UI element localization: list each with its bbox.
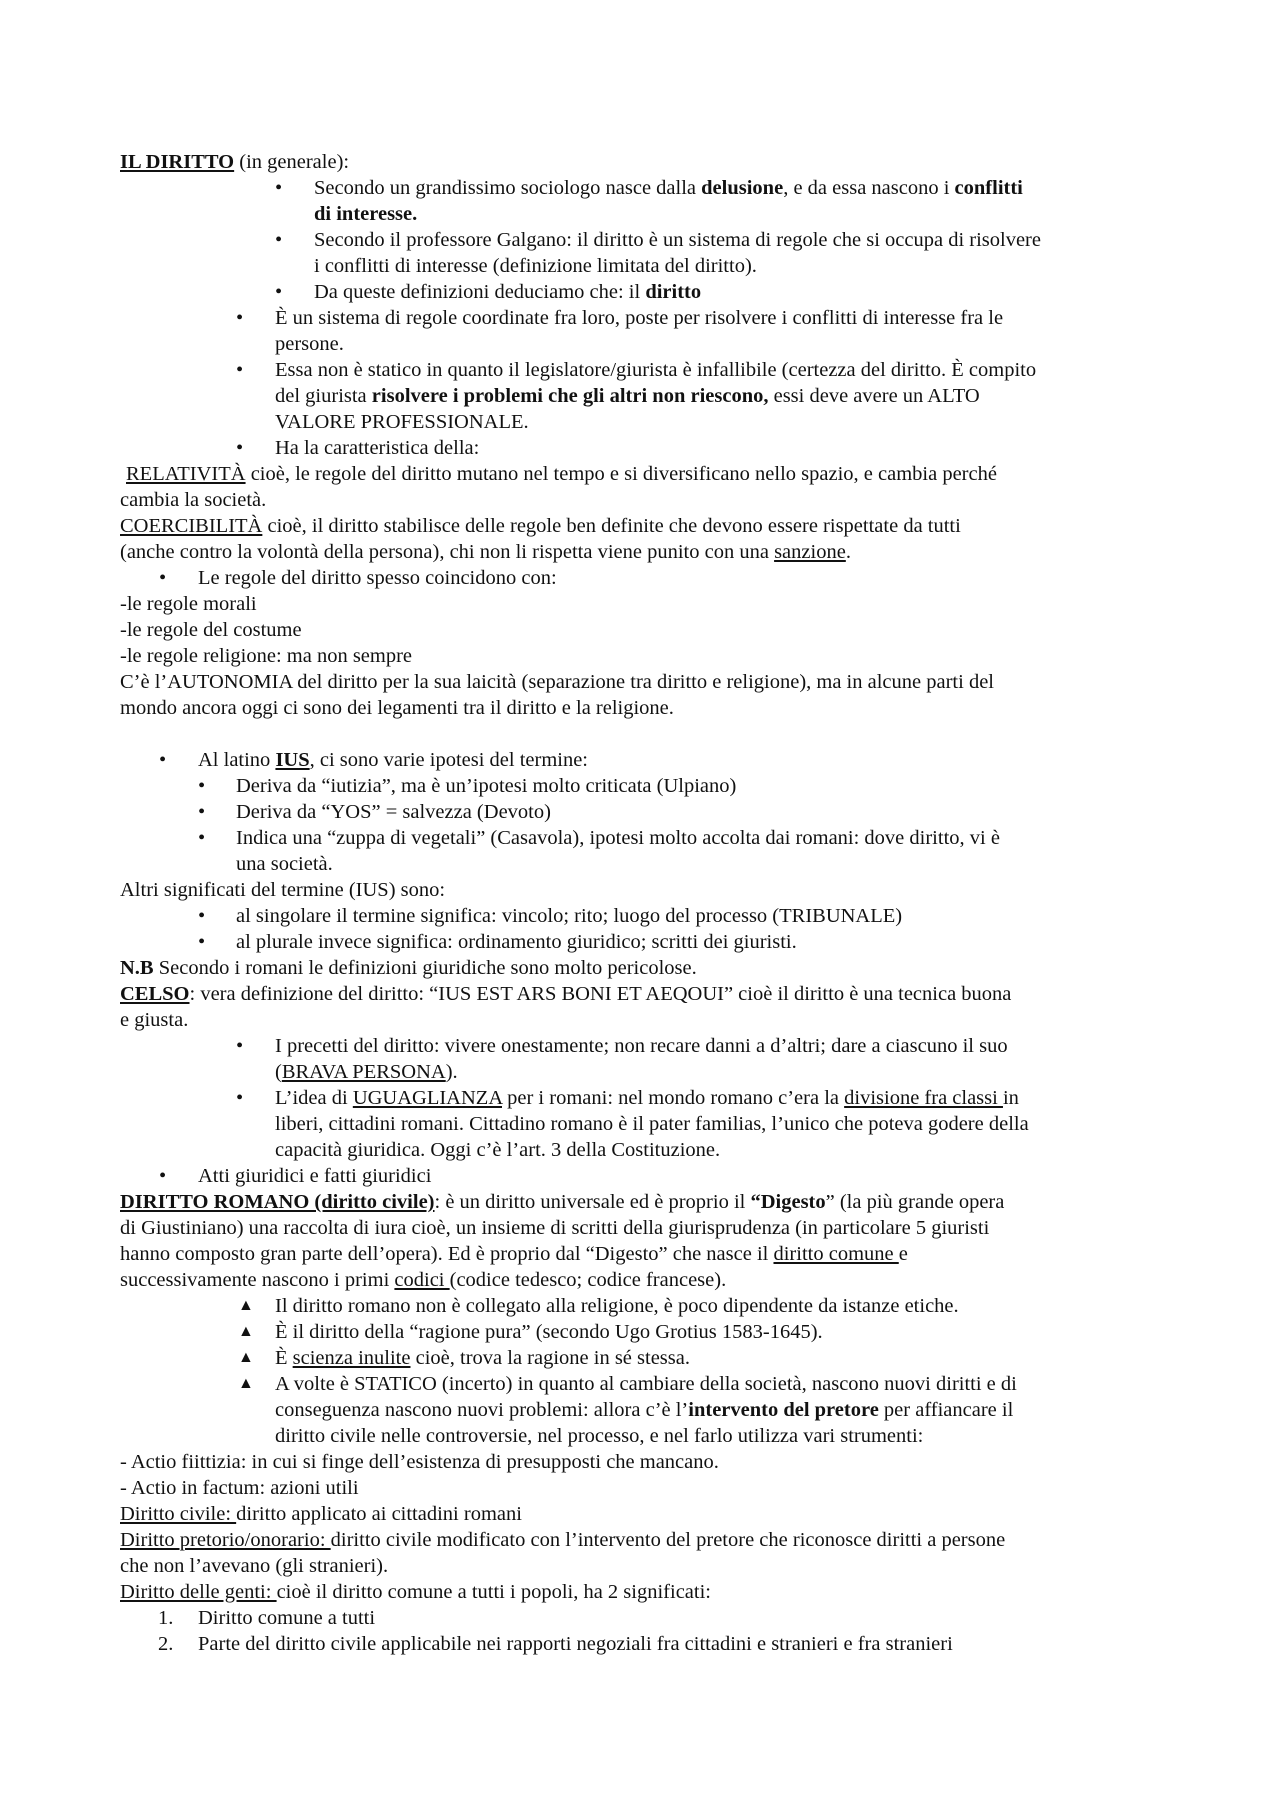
list-item-continuation: capacità giuridica. Oggi c’è l’art. 3 della Costituzione. (275, 1139, 721, 1161)
list-item: • Deriva da “iutizia”, ma è un’ipotesi molto criticata (Ulpiano) (198, 775, 737, 797)
section-heading-diritto-romano: DIRITTO ROMANO (diritto civile): è un diritto universale ed è proprio il “Digesto” (la più grande opera (120, 1191, 1005, 1213)
list-item-continuation: persone. (275, 333, 344, 355)
number-label: 2. (158, 1633, 174, 1655)
list-item: • Essa non è statico in quanto il legislatore/giurista è infallibile (certezza del diritto. È compito (236, 359, 1037, 381)
paragraph-diritto-genti: Diritto delle genti: cioè il diritto comune a tutti i popoli, ha 2 significati: (120, 1581, 711, 1603)
list-item: • Secondo un grandissimo sociologo nasce dalla delusione, e da essa nascono i conflitti (275, 177, 1023, 199)
list-item: • È un sistema di regole coordinate fra loro, poste per risolvere i conflitti di interesse fra le (236, 307, 1004, 329)
list-item: • Ha la caratteristica della: (236, 437, 480, 459)
list-item-continuation: VALORE PROFESSIONALE. (275, 411, 529, 433)
section-heading-diritto: IL DIRITTO (in generale): (120, 151, 350, 173)
bullet-icon: • (236, 1035, 244, 1057)
paragraph-line: - Actio in factum: azioni utili (120, 1477, 359, 1499)
document-body (120, 149, 1180, 1657)
paragraph-line: mondo ancora oggi ci sono dei legamenti tra il diritto e la religione. (120, 697, 674, 719)
paragraph-diritto-civile: Diritto civile: diritto applicato ai cittadini romani (120, 1503, 522, 1525)
paragraph-line: -le regole religione: ma non sempre (120, 645, 413, 667)
triangle-bullet-icon: ▲ (238, 1375, 254, 1392)
triangle-bullet-icon: ▲ (238, 1323, 254, 1340)
term-relativita: RELATIVITÀ (126, 463, 246, 485)
bullet-icon: • (236, 437, 244, 459)
list-item: • al singolare il termine significa: vincolo; rito; luogo del processo (TRIBUNALE) (198, 905, 903, 927)
paragraph-line: Altri significati del termine (IUS) sono: (120, 879, 446, 901)
bullet-icon: • (275, 229, 283, 251)
paragraph-line: successivamente nascono i primi codici (codice tedesco; codice francese). (120, 1269, 727, 1291)
list-item: • Deriva da “YOS” = salvezza (Devoto) (198, 801, 551, 823)
term-ius: IUS (275, 749, 310, 771)
paragraph-line: cambia la società. (120, 489, 267, 511)
bullet-icon: • (236, 1087, 244, 1109)
paragraph-autonomia: C’è l’AUTONOMIA del diritto per la sua laicità (separazione tra diritto e religione), ma in alcune parti del (120, 671, 994, 693)
list-item: ▲ È il diritto della “ragione pura” (secondo Ugo Grotius 1583-1645). (238, 1321, 823, 1343)
list-item-continuation: una società. (236, 853, 333, 875)
list-item: ▲ Il diritto romano non è collegato alla religione, è poco dipendente da istanze etiche. (238, 1295, 959, 1317)
list-item-continuation: liberi, cittadini romani. Cittadino romano è il pater familias, l’unico che poteva godere della (275, 1113, 1029, 1135)
paragraph-line: -le regole del costume (120, 619, 302, 641)
heading-title: IL DIRITTO (120, 151, 235, 173)
list-item: • Da queste definizioni deduciamo che: il diritto (275, 281, 702, 303)
paragraph-coercibilita: COERCIBILITÀ cioè, il diritto stabilisce delle regole ben definite che devono essere rispettate da tutti (120, 515, 961, 537)
paragraph-line: (anche contro la volontà della persona), chi non li rispetta viene punito con una sanzione. (120, 541, 851, 563)
bullet-icon: • (198, 801, 206, 823)
bullet-icon: • (275, 281, 283, 303)
numbered-item: 1. Diritto comune a tutti (158, 1607, 376, 1629)
list-item: • Al latino IUS, ci sono varie ipotesi del termine: (159, 749, 589, 771)
triangle-bullet-icon: ▲ (238, 1297, 254, 1314)
list-item: • Secondo il professore Galgano: il diritto è un sistema di regole che si occupa di risolvere (275, 229, 1041, 251)
list-item: • al plurale invece significa: ordinamento giuridico; scritti dei giuristi. (198, 931, 797, 953)
numbered-item: 2. Parte del diritto civile applicabile nei rapporti negoziali fra cittadini e stranieri e fra stranieri (158, 1633, 953, 1655)
list-item: ▲ È scienza inulite cioè, trova la ragione in sé stessa. (238, 1347, 690, 1369)
number-label: 1. (158, 1607, 174, 1629)
bullet-icon: • (236, 359, 244, 381)
list-item: ▲ A volte è STATICO (incerto) in quanto al cambiare della società, nascono nuovi diritti e di (238, 1373, 1017, 1395)
bullet-icon: • (159, 567, 167, 589)
list-item-continuation: (BRAVA PERSONA). (275, 1061, 458, 1083)
bullet-icon: • (236, 307, 244, 329)
list-item-continuation: i conflitti di interesse (definizione limitata del diritto). (314, 255, 757, 277)
list-item-continuation: di interesse. (314, 203, 418, 225)
paragraph-line: e giusta. (120, 1009, 189, 1031)
paragraph-line: hanno composto gran parte dell’opera). Ed è proprio dal “Digesto” che nasce il diritto comune e (120, 1243, 908, 1265)
bullet-icon: • (159, 749, 167, 771)
bullet-icon: • (198, 931, 206, 953)
list-item-continuation: diritto civile nelle controversie, nel processo, e nel farlo utilizza vari strumenti: (275, 1425, 924, 1447)
paragraph-line: di Giustiniano) una raccolta di iura cioè, un insieme di scritti della giurisprudenza (in particolare 5 giuristi (120, 1217, 990, 1239)
paragraph-nb: N.B Secondo i romani le definizioni giuridiche sono molto pericolose. (120, 957, 697, 979)
paragraph-line: che non l’avevano (gli stranieri). (120, 1555, 389, 1577)
term-sanzione: sanzione (774, 541, 846, 563)
list-item-continuation: conseguenza nascono nuovi problemi: allora c’è l’intervento del pretore per affiancare il (275, 1399, 1014, 1421)
paragraph-diritto-pretorio: Diritto pretorio/onorario: diritto civile modificato con l’intervento del pretore che riconosce diritti a persone (120, 1529, 1006, 1551)
list-item: • L’idea di UGUAGLIANZA per i romani: nel mondo romano c’era la divisione fra classi in (236, 1087, 1019, 1109)
list-item: • Atti giuridici e fatti giuridici (159, 1165, 432, 1187)
list-item: • Indica una “zuppa di vegetali” (Casavola), ipotesi molto accolta dai romani: dove diritto, vi è (198, 827, 1000, 849)
triangle-bullet-icon: ▲ (238, 1349, 254, 1366)
bullet-icon: • (198, 775, 206, 797)
bullet-icon: • (198, 827, 206, 849)
paragraph-celso: CELSO: vera definizione del diritto: “IUS EST ARS BONI ET AEQOUI” cioè il diritto è una tecnica buona (120, 983, 1012, 1005)
list-item-continuation: del giurista risolvere i problemi che gli altri non riescono, essi deve avere un ALTO (275, 385, 980, 407)
list-item: • Le regole del diritto spesso coincidono con: (159, 567, 557, 589)
term-celso: CELSO (120, 983, 190, 1005)
bullet-icon: • (275, 177, 283, 199)
bullet-icon: • (159, 1165, 167, 1187)
term-coercibilita: COERCIBILITÀ (120, 515, 263, 537)
bullet-icon: • (198, 905, 206, 927)
list-item: • I precetti del diritto: vivere onestamente; non recare danni a d’altri; dare a ciascuno il suo (236, 1035, 1008, 1057)
paragraph-line: - Actio fiittizia: in cui si finge dell’esistenza di presupposti che mancano. (120, 1451, 719, 1473)
paragraph-relativita: RELATIVITÀ cioè, le regole del diritto mutano nel tempo e si diversificano nello spazio, e cambia perché (126, 463, 997, 485)
blank-line (120, 721, 1180, 747)
paragraph-line: -le regole morali (120, 593, 257, 615)
